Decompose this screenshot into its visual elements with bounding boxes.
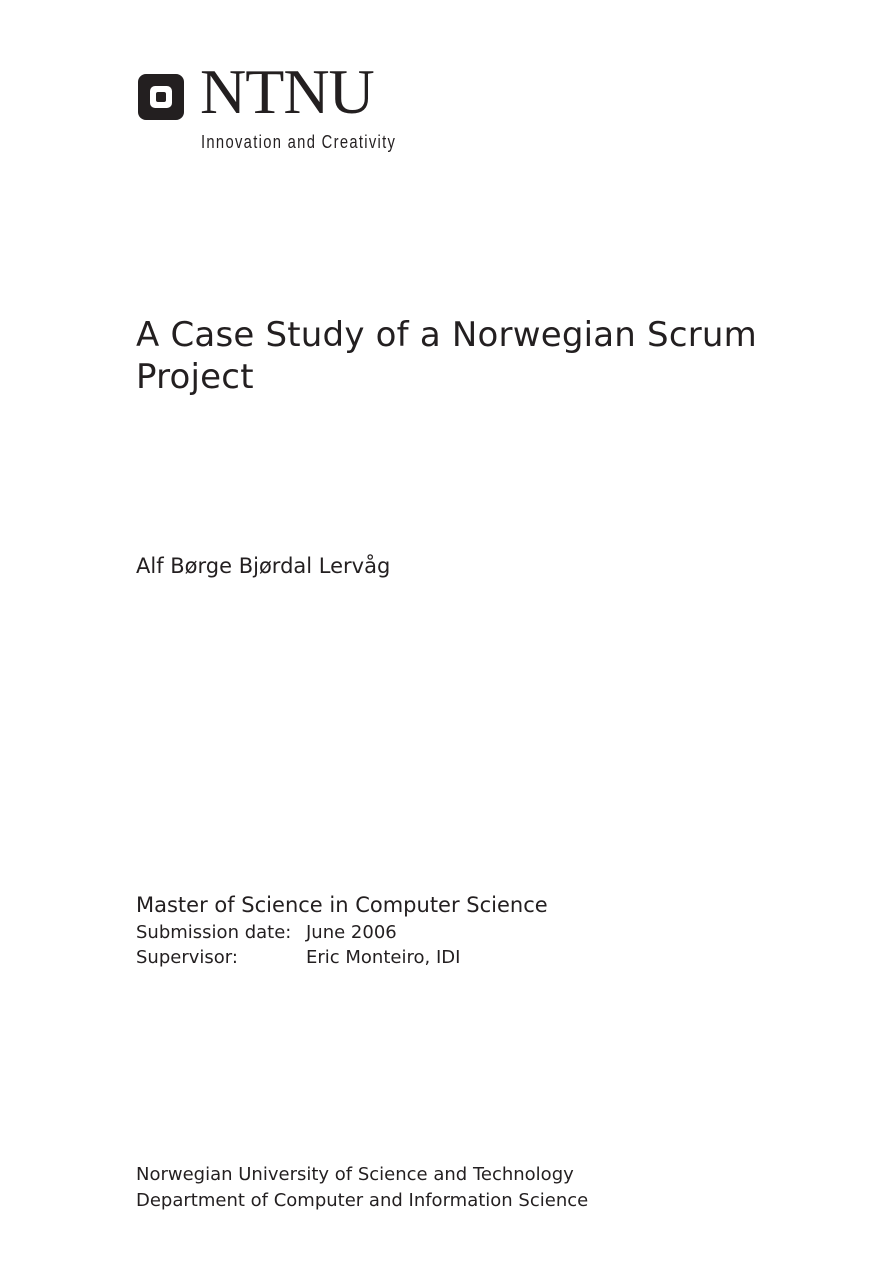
logo-wordmark: NTNU <box>200 56 374 127</box>
ntnu-logo-mark-icon <box>138 74 184 120</box>
supervisor-value: Eric Monteiro, IDI <box>306 947 461 968</box>
institution-footer <box>136 1162 588 1214</box>
submission-date-row <box>136 921 397 945</box>
author-name: Alf Børge Bjørdal Lervåg <box>136 554 391 578</box>
supervisor-row <box>136 946 460 970</box>
title-line-1: A Case Study of a Norwegian Scrum <box>136 315 757 355</box>
title-line-2: Project <box>136 357 254 397</box>
submission-date-label: Submission date: <box>136 922 292 943</box>
university-name: Norwegian University of Science and Technology <box>136 1164 574 1185</box>
supervisor-label: Supervisor: <box>136 947 238 968</box>
department-name: Department of Computer and Information Science <box>136 1190 589 1211</box>
logo-tagline: Innovation and Creativity <box>201 132 397 152</box>
degree-program: Master of Science in Computer Science <box>136 893 548 917</box>
thesis-title <box>136 314 776 398</box>
ntnu-logo <box>138 56 438 162</box>
submission-date-value: June 2006 <box>306 922 397 943</box>
